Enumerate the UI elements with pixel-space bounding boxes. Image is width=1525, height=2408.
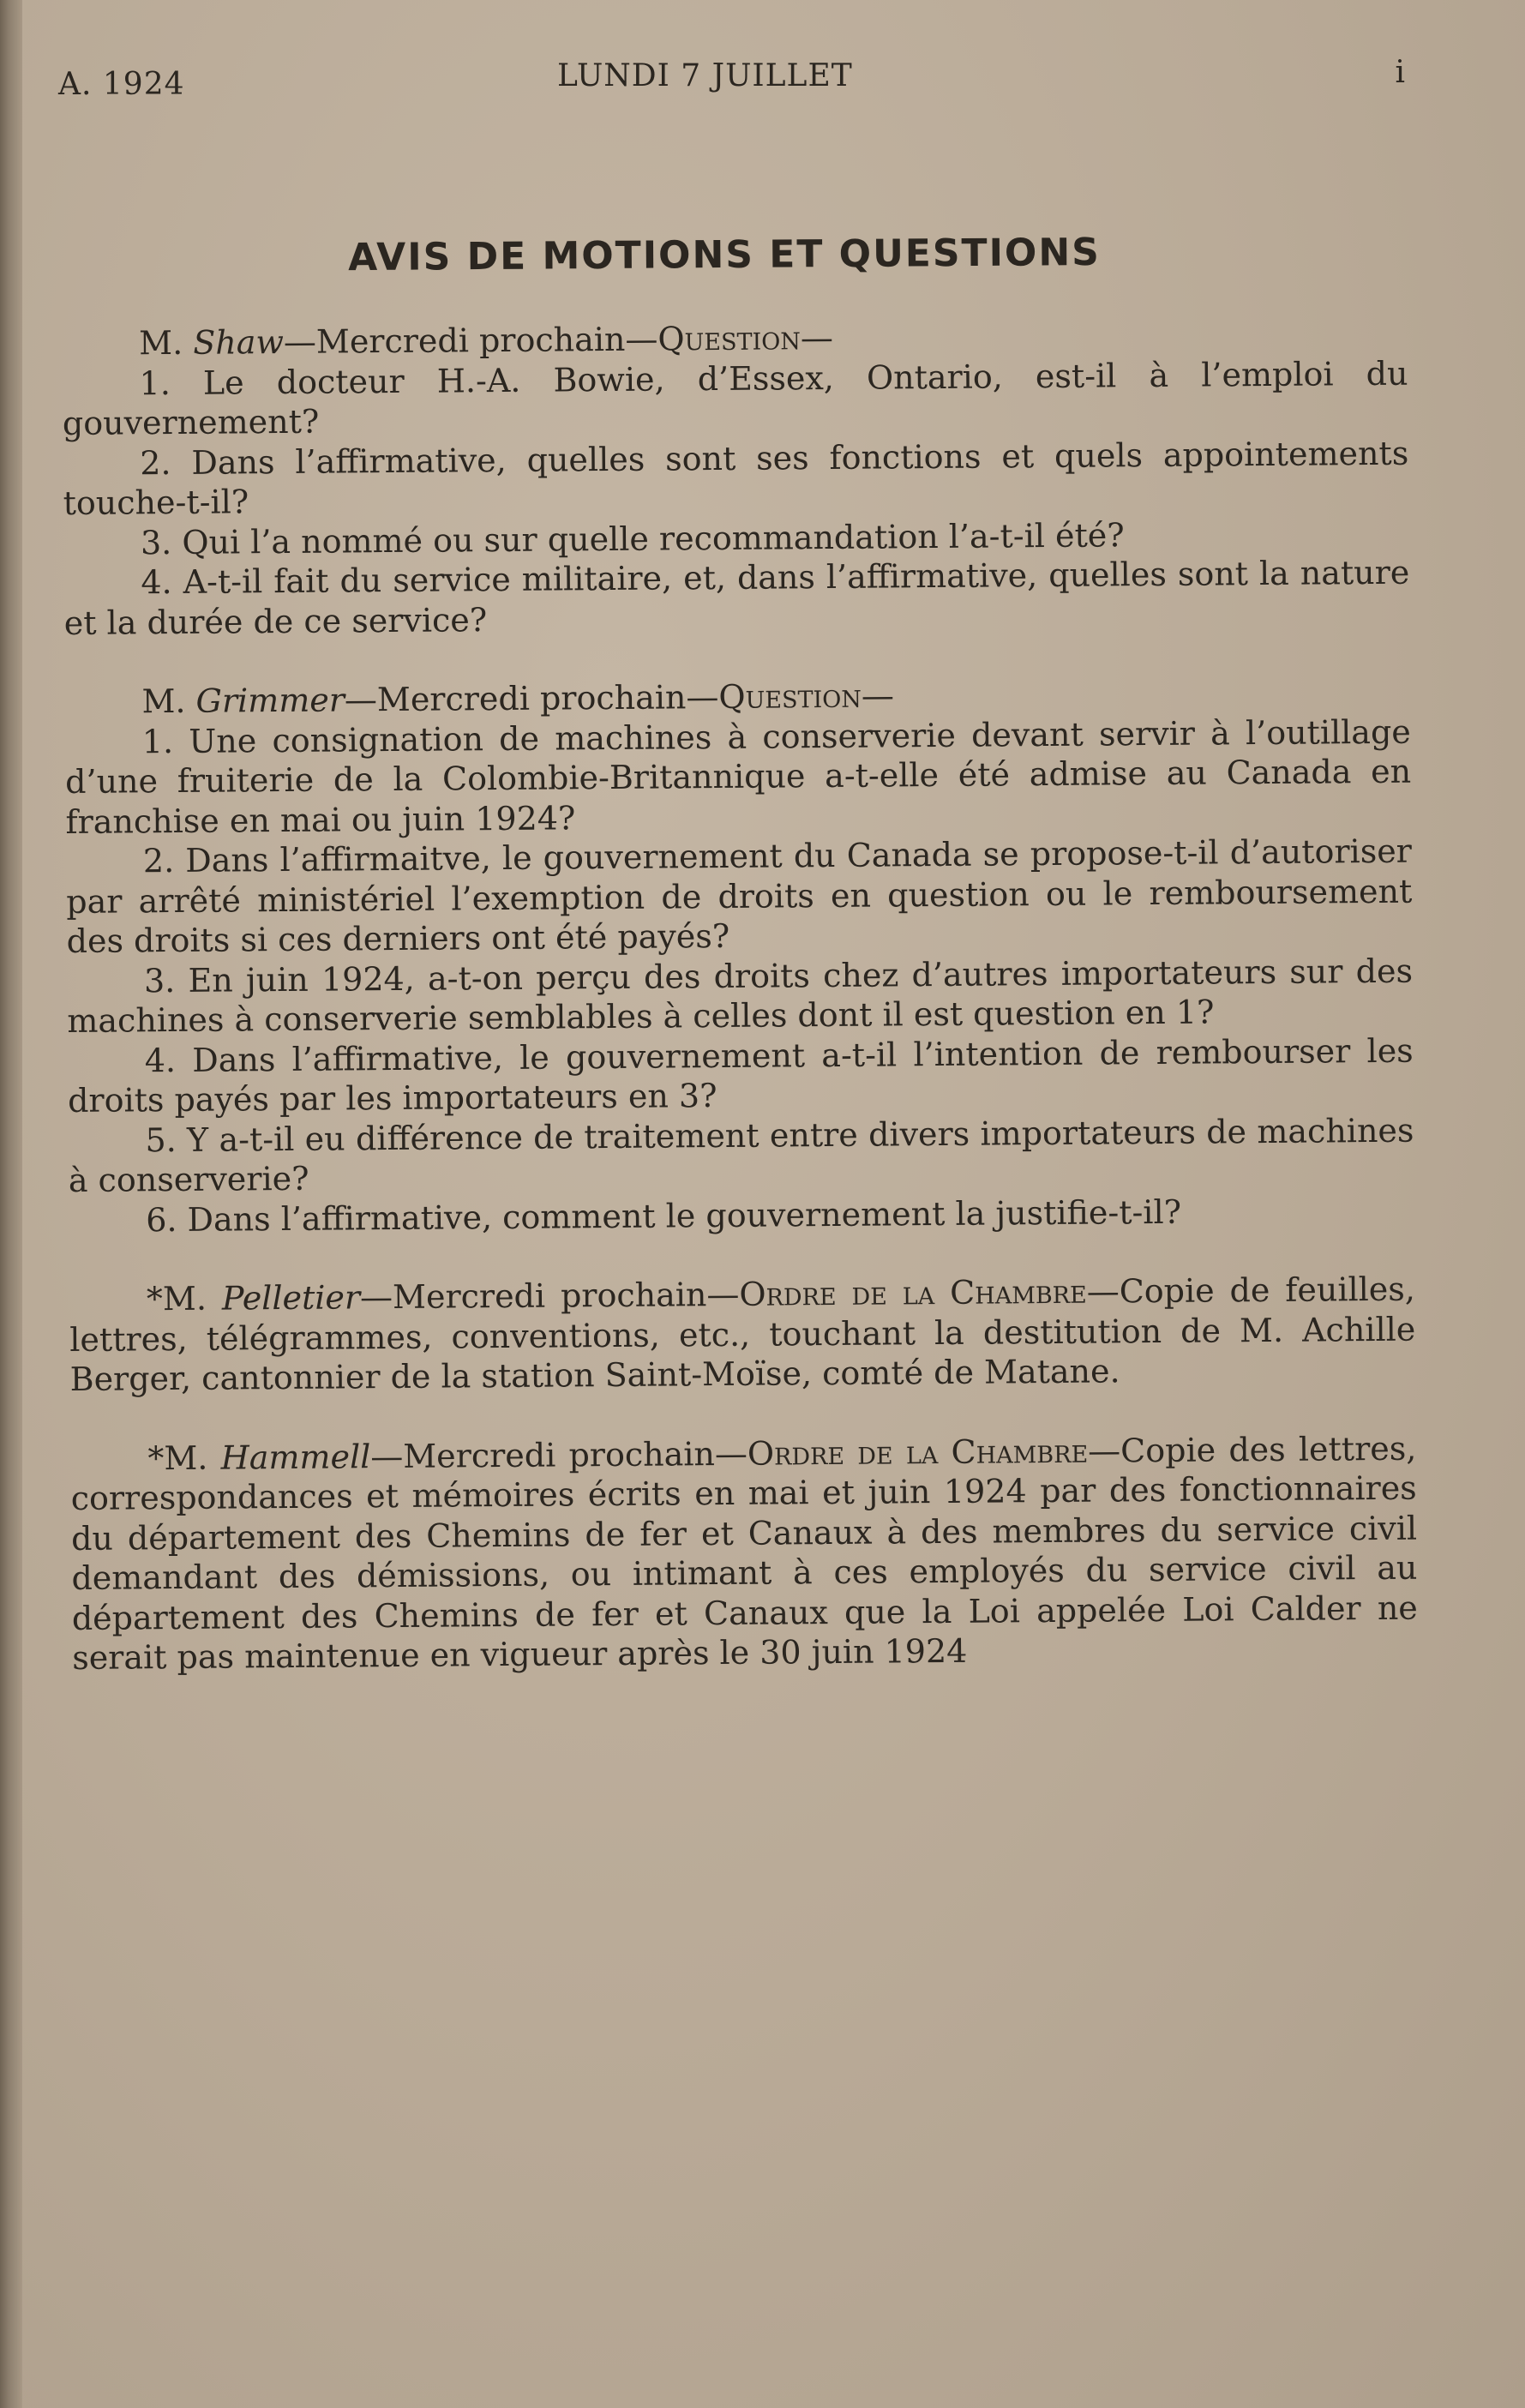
- member-name: Hammell: [220, 1437, 371, 1477]
- question-item: 1. Une consignation de machines à conserverie devant servir à l’outillage d’une fruiterie de la Colombie-Britannique a-t-elle été admise au Canada en franchise en mai ou juin 1924?: [65, 712, 1412, 841]
- question-item: 5. Y a-t-il eu différence de traitement entre divers importateurs de machines à conserverie?: [68, 1111, 1414, 1199]
- book-binding-edge: [0, 0, 22, 2408]
- header-date: LUNDI 7 JUILLET: [557, 58, 853, 93]
- motion-kind: Question: [657, 319, 802, 358]
- question-item: 2. Dans l’affirmative, quelles sont ses fonctions et quels appointements touche-t-il?: [63, 434, 1409, 522]
- motion-kind: Ordre de la Chambre: [739, 1272, 1087, 1313]
- running-header: [51, 53, 1406, 105]
- member-name: Shaw: [193, 322, 285, 362]
- motion-kind-suffix: —: [800, 318, 834, 357]
- motion-when: —Mercredi prochain—: [283, 320, 658, 361]
- question-item: 1. Le docteur H.-A. Bowie, d’Essex, Ontario, est-il à l’emploi du gouvernement?: [62, 354, 1408, 442]
- question-item: 3. Qui l’a nommé ou sur quelle recommandation l’a-t-il été?: [140, 515, 1125, 561]
- motion-prefix: *M.: [147, 1438, 221, 1477]
- session-year: A. 1924: [58, 67, 185, 102]
- motions-body: [62, 314, 1418, 1678]
- question-item: 3. En juin 1924, a-t-on perçu des droits chez d’autres importateurs sur des machines à conserverie semblables à celles dont il est question en 1?: [67, 952, 1414, 1040]
- page-title: AVIS DE MOTIONS ET QUESTIONS: [347, 230, 1102, 280]
- motion-prefix: M.: [139, 323, 194, 363]
- motion-when: —Mercredi prochain—: [370, 1434, 748, 1475]
- motion-text: Copie de feuilles, lettres, télégrammes, conventions, etc., touchant la destitution de M. Achille Berger, cantonnier de la station Saint-Moïse, comté de Matane.: [69, 1270, 1416, 1398]
- question-item: 2. Dans l’affirmaitve, le gouvernement du Canada se propose-t-il d’autoriser par arrêté ministériel l’exemption de droits en question ou le remboursement des droits si ces derniers ont été payés?: [66, 832, 1413, 960]
- motion-hammell: [70, 1428, 1418, 1678]
- motion-prefix: M.: [141, 682, 196, 721]
- motion-kind-suffix: —: [1088, 1431, 1121, 1470]
- question-item: 4. A-t-il fait du service militaire, et, dans l’affirmative, quelles sont la nature et la durée de ce service?: [63, 553, 1410, 642]
- motion-text: Copie des lettres, correspondances et mémoires écrits en mai et juin 1924 par des fonctionnaires du département des Chemins de fer et Canaux à des membres du service civil demandant des démissions, ou intimant à ces employés du service civil au département des Chemins de fer et Canaux que la Loi appelée Loi Calder ne serait pas maintenue en vigueur après le 30 juin 1924: [70, 1429, 1418, 1677]
- member-name: Pelletier: [221, 1278, 361, 1318]
- question-item: 4. Dans l’affirmative, le gouvernement a-t-il l’intention de rembourser les droits payés par les importateurs en 3?: [67, 1031, 1414, 1120]
- motion-pelletier: [69, 1270, 1416, 1400]
- page-number: i: [1395, 55, 1406, 90]
- member-name: Grimmer: [195, 681, 345, 720]
- motion-when: —Mercredi prochain—: [359, 1275, 740, 1317]
- motion-kind: Ordre de la Chambre: [747, 1432, 1089, 1473]
- motion-kind-suffix: —: [1086, 1272, 1120, 1311]
- motion-kind: Question: [718, 676, 862, 716]
- motion-shaw: [62, 314, 1410, 643]
- motion-prefix: *M.: [146, 1279, 223, 1318]
- question-item: 6. Dans l’affirmative, comment le gouvernement la justifie-t-il?: [146, 1192, 1182, 1239]
- motion-kind-suffix: —: [861, 676, 895, 715]
- motion-grimmer: [64, 672, 1414, 1240]
- motion-when: —Mercredi prochain—: [344, 677, 719, 719]
